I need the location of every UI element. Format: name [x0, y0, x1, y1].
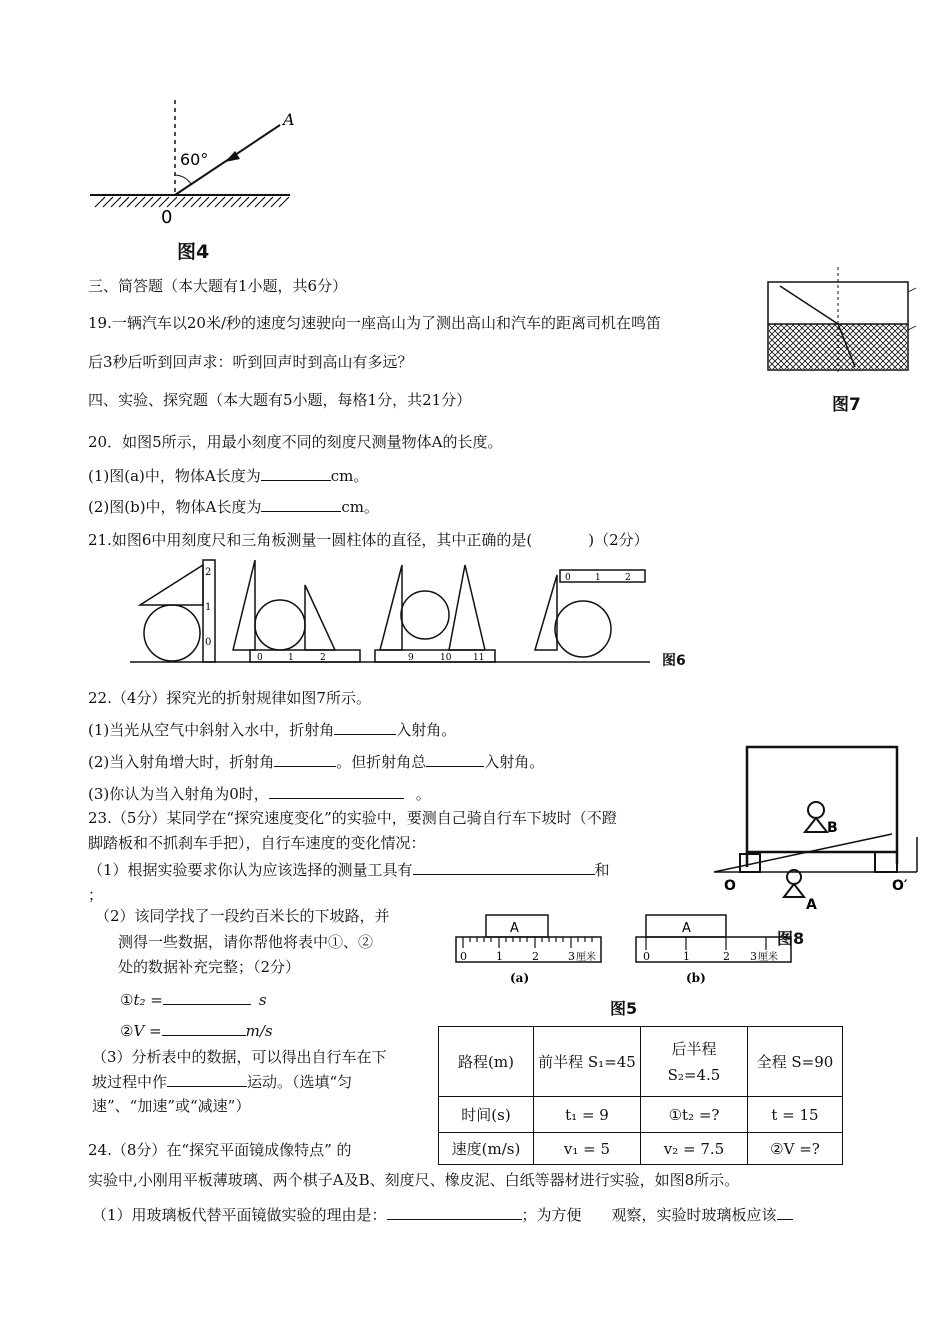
q23-answer-2-marker: ② [120, 1022, 134, 1040]
figure-5b-sub-label: (b) [686, 971, 706, 985]
table-cell: 路程(m) [439, 1027, 534, 1097]
svg-text:0: 0 [257, 653, 263, 663]
table-row [439, 1133, 843, 1165]
q20-part-1-unit: cm。 [330, 467, 369, 485]
table-cell: ①t₂ =? [641, 1097, 748, 1133]
table-cell: t = 15 [748, 1097, 843, 1133]
q20-part-2 [88, 497, 379, 517]
figure-4-point-label: 0 [161, 207, 173, 228]
section-3-heading: 三、简答题（本大题有1小题，共6分） [88, 277, 348, 295]
q22-answer-blank-1[interactable] [334, 720, 396, 735]
q23-line-1: 23.（5分）某同学在“探究速度变化”的实验中，要测自己骑自行车下坡时（不蹬 [88, 809, 617, 827]
figure-7-diagram [760, 262, 920, 382]
q22-part-3 [88, 784, 431, 804]
table-cell: v₂ = 7.5 [641, 1133, 748, 1165]
q21-stem [88, 530, 649, 550]
table-cell: v₁ = 5 [534, 1133, 641, 1165]
q24-line-2: 实验中,小刚用平板薄玻璃、两个棋子A及B、刻度尺、橡皮泥、白纸等器材进行实验，如图8所示。 [88, 1171, 740, 1189]
q23-answer-2-var: V = [133, 1022, 162, 1040]
table-cell: 时间(s) [439, 1097, 534, 1133]
svg-text:2: 2 [205, 567, 212, 578]
q23-part-2-line-1: （2）该同学找了一段约百米长的下坡路，并 [95, 907, 390, 925]
table-cell: 后半程 S₂=4.5 [641, 1027, 748, 1097]
speed-data-table [438, 1026, 843, 1165]
q23-part-3-line-1: （3）分析表中的数据，可以得出自行车在下 [92, 1048, 387, 1066]
figure-4-angle-label: 60° [180, 150, 209, 169]
table-cell: 前半程 S₁=45 [534, 1027, 641, 1097]
q20-part-2-prompt: (2)图(b)中，物体A长度为 [88, 498, 262, 516]
figure-5b-tick-2: 2 [723, 950, 730, 963]
q19-line-2: 后3秒后听到回声求：听到回声时到高山有多远？ [88, 353, 413, 371]
figure-5a-tick-2: 2 [532, 950, 539, 963]
svg-text:11: 11 [473, 653, 485, 663]
q22-part-1-prompt: (1)当光从空气中斜射入水中，折射角 [88, 721, 335, 739]
q20-part-1-prompt: (1)图(a)中，物体A长度为 [88, 467, 261, 485]
figure-5a-unit: 厘米 [576, 952, 596, 963]
figure-5a-sub-label: (a) [510, 971, 530, 985]
q23-part-3-line-3: 速”、“加速”或“减速”） [92, 1097, 251, 1115]
figure-5-diagram [448, 910, 798, 990]
q23-part-2-line-3: 处的数据补充完整；（2分） [118, 958, 301, 976]
figure-8-label-o: O [724, 878, 736, 894]
q23-answer-blank-motion[interactable] [167, 1072, 247, 1087]
q21-stem-text: 21.如图6中用刻度尺和三角板测量一圆柱体的直径，其中正确的是( [88, 531, 533, 549]
figure-5a-tick-3: 3 [568, 950, 575, 963]
svg-text:10: 10 [440, 653, 452, 663]
q22-answer-blank-4[interactable] [269, 784, 404, 799]
svg-text:1: 1 [595, 573, 601, 583]
table-cell: t₁ = 9 [534, 1097, 641, 1133]
q23-answer-1 [120, 990, 267, 1010]
figure-5b-tick-3: 3 [750, 950, 757, 963]
q22-part-3-prompt: (3)你认为当入射角为0时， [88, 785, 269, 803]
q20-part-2-unit: cm。 [341, 498, 380, 516]
q19-line-1: 19.一辆汽车以20米/秒的速度匀速驶向一座高山为了测出高山和汽车的距离司机在鸣笛 [88, 314, 661, 332]
q22-answer-blank-2[interactable] [274, 752, 336, 767]
table-cell: 速度(m/s) [439, 1133, 534, 1165]
q24-line-1: 24.（8分）在“探究平面镜成像特点” 的 [88, 1141, 352, 1159]
svg-text:1: 1 [288, 653, 294, 663]
q22-part-2-mid: 。但折射角总 [336, 753, 427, 771]
q20-answer-blank-1[interactable] [261, 466, 331, 481]
figure-5b-tick-1: 1 [683, 950, 690, 963]
svg-text:0: 0 [205, 637, 212, 648]
q23-part-3-choices: 运动。（选填“匀 [247, 1073, 353, 1091]
q23-part-1-and: 和 [594, 861, 610, 879]
q23-answer-1-var: t₂ = [133, 991, 163, 1009]
q24-answer-blank-2[interactable] [777, 1205, 793, 1220]
q23-answer-blank-t2[interactable] [163, 990, 251, 1005]
q23-part-1 [88, 860, 610, 880]
q23-answer-2 [120, 1021, 273, 1041]
q23-part-1-prompt: （1）根据实验要求你认为应该选择的测量工具有 [88, 861, 413, 879]
q23-answer-1-marker: ① [120, 991, 134, 1009]
q20-part-1 [88, 466, 368, 486]
figure-5b-block-label: A [682, 921, 691, 936]
q23-part-2-line-2: 测得一些数据，请你帮他将表中①、② [118, 933, 374, 951]
q24-part-1 [92, 1205, 793, 1225]
figure-5a-tick-1: 1 [496, 950, 503, 963]
table-cell: 全程 S=90 [748, 1027, 843, 1097]
figure-6-caption: 图6 [662, 653, 686, 669]
figure-4-ray-label: A [283, 110, 295, 129]
svg-text:2: 2 [320, 653, 326, 663]
q22-part-3-tail: 。 [415, 785, 431, 803]
svg-text:2: 2 [625, 573, 631, 583]
table-row [439, 1027, 843, 1097]
q22-part-1 [88, 720, 456, 740]
svg-text:1: 1 [205, 602, 212, 613]
figure-5b-tick-0: 0 [643, 950, 650, 963]
q23-line-2: 脚踏板和不抓刹车手把），自行车速度的变化情况： [88, 834, 426, 852]
q22-part-2 [88, 752, 544, 772]
figure-8-label-b: B [827, 820, 838, 836]
figure-8-caption: 图8 [777, 929, 805, 948]
q23-answer-1-unit: s [258, 991, 267, 1009]
table-cell: ②V =? [748, 1133, 843, 1165]
q21-answer-blank[interactable] [532, 531, 588, 545]
q20-answer-blank-2[interactable] [261, 497, 341, 512]
q22-stem: 22.（4分）探究光的折射规律如图7所示。 [88, 689, 371, 707]
q23-answer-blank-1[interactable] [413, 860, 595, 875]
q24-answer-blank-1[interactable] [387, 1205, 522, 1220]
q21-stem-tail: )（2分） [588, 531, 649, 549]
q23-part-1-end: ； [88, 886, 104, 904]
q22-part-2-tail: 入射角。 [484, 753, 545, 771]
svg-text:9: 9 [408, 653, 414, 663]
figure-8-label-o-prime: O′ [892, 878, 908, 894]
q22-answer-blank-3[interactable] [426, 752, 484, 767]
figure-5a-block-label: A [510, 921, 519, 936]
q22-part-1-tail: 入射角。 [396, 721, 457, 739]
figure-5-caption: 图5 [610, 999, 638, 1018]
figure-8-diagram [712, 742, 920, 912]
q22-part-2-prompt: (2)当入射角增大时，折射角 [88, 753, 275, 771]
figure-5a-tick-0: 0 [460, 950, 467, 963]
q20-stem: 20．如图5所示，用最小刻度不同的刻度尺测量物体A的长度。 [88, 433, 503, 451]
figure-6-diagram [125, 555, 655, 670]
q23-part-3-line-2 [92, 1072, 352, 1092]
q23-answer-blank-v[interactable] [162, 1021, 246, 1036]
table-row [439, 1097, 843, 1133]
section-4-heading: 四、实验、探究题（本大题有5小题，每格1分，共21分） [88, 391, 472, 409]
q23-part-3-prompt: 坡过程中作 [92, 1073, 168, 1091]
q24-part-1-mid: ；为方便 观察，实验时玻璃板应该 [521, 1206, 777, 1224]
q24-part-1-prompt: （1）用玻璃板代替平面镜做实验的理由是： [92, 1206, 387, 1224]
figure-8-label-a: A [806, 897, 817, 912]
figure-7-caption: 图7 [832, 395, 861, 415]
figure-4-caption: 图4 [177, 241, 210, 263]
figure-5b-unit: 厘米 [758, 952, 778, 963]
q23-answer-2-unit: m/s [245, 1022, 273, 1040]
svg-text:0: 0 [565, 573, 571, 583]
